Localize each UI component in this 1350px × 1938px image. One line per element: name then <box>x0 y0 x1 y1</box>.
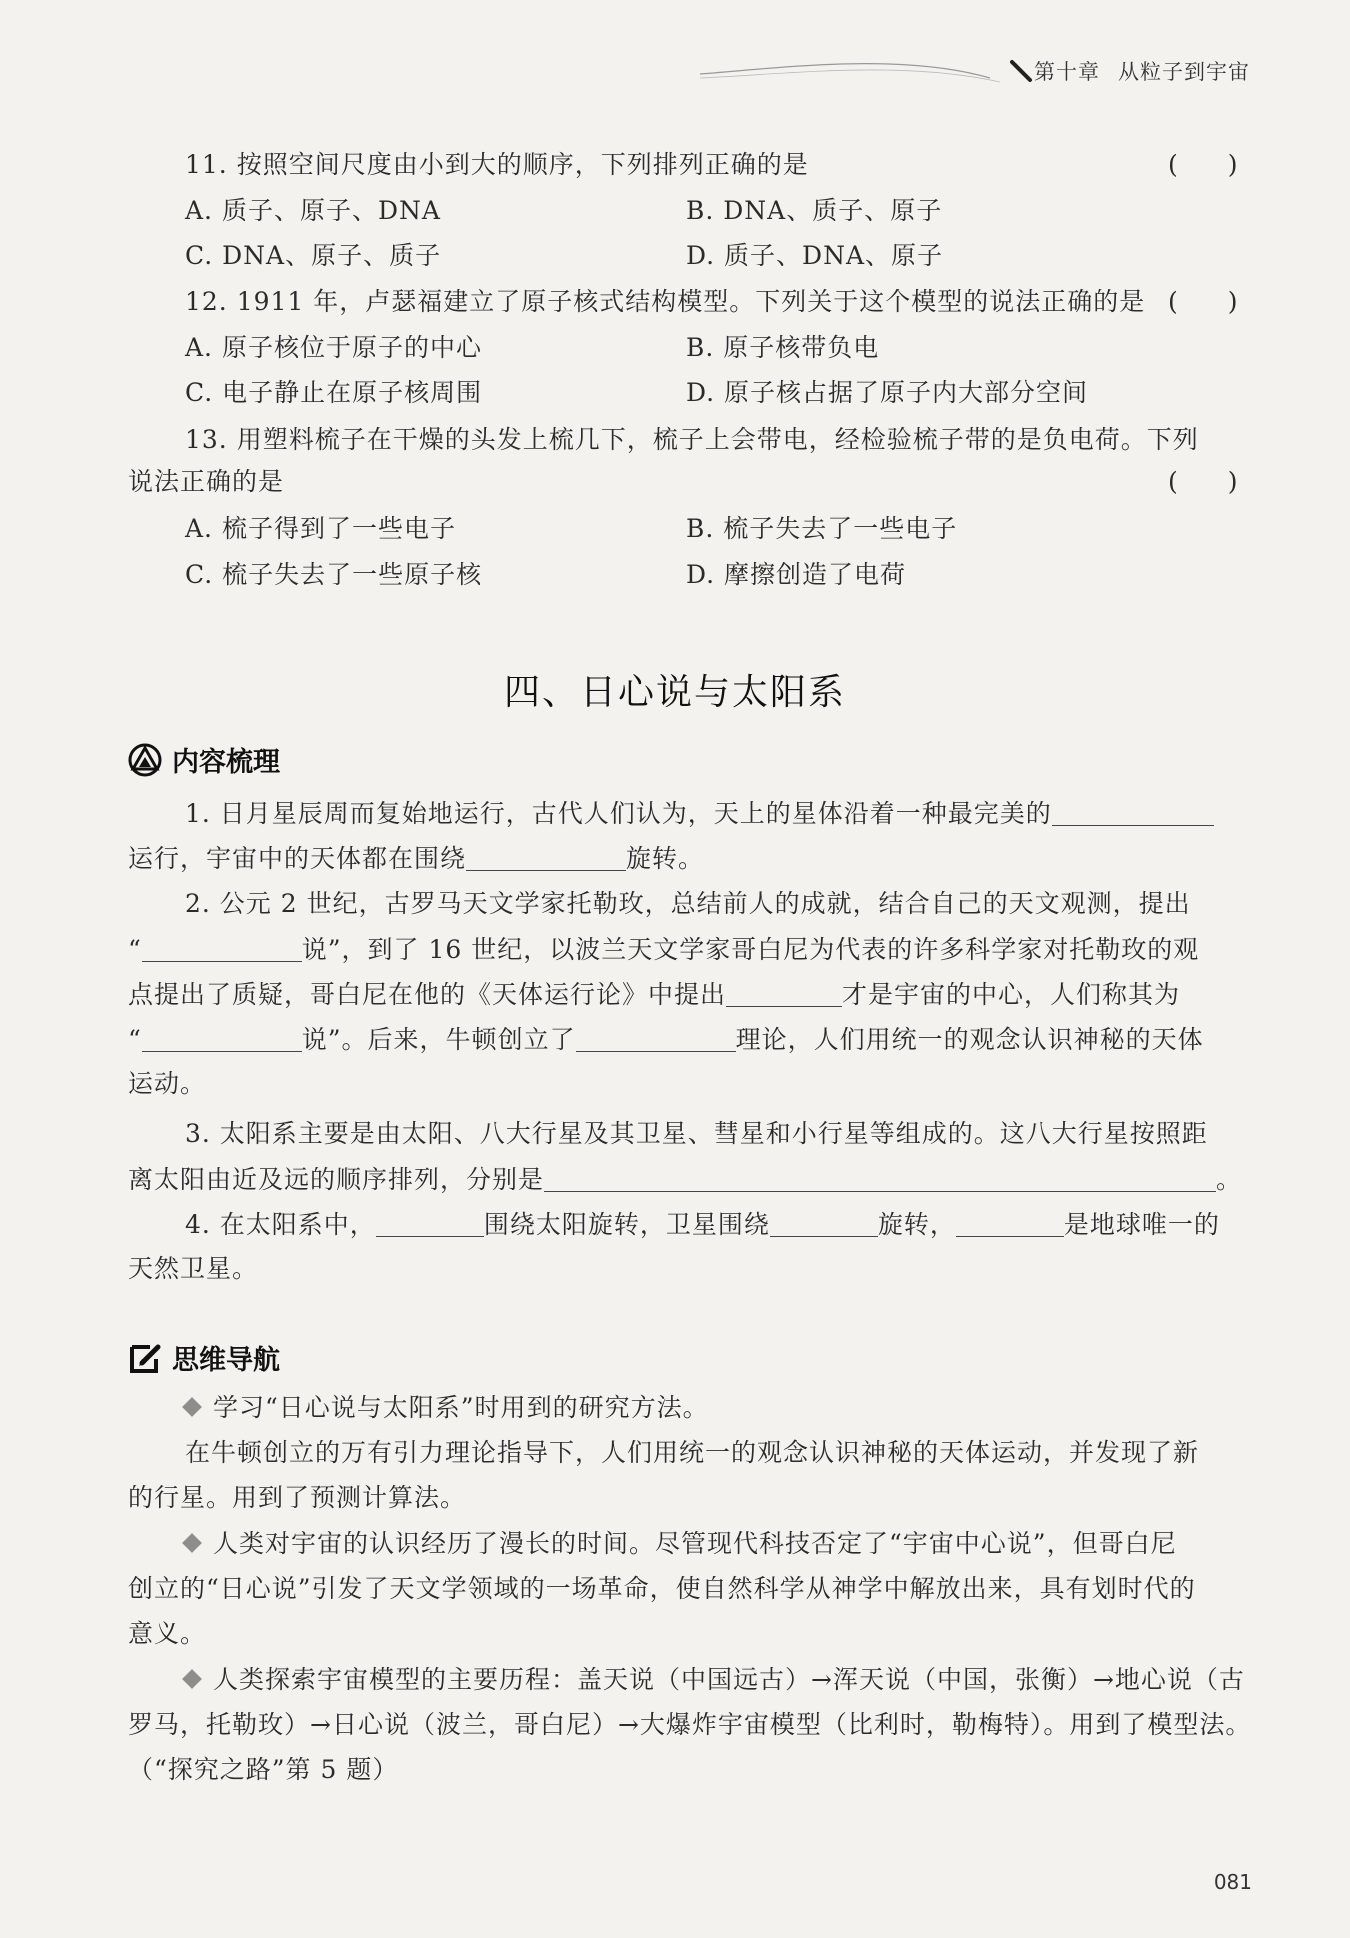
fill-blank[interactable] <box>142 1021 302 1052</box>
option-13-d: D. 摩擦创造了电荷 <box>686 560 907 589</box>
option-13-a: A. 梳子得到了一些电子 <box>185 514 456 543</box>
option-12-d: D. 原子核占据了原子内大部分空间 <box>686 378 1089 407</box>
review-p1-line1: 1. 日月星辰周而复始地运行，古代人们认为，天上的星体沿着一种最完美的 <box>185 795 1214 832</box>
answer-paren-13: ( ) <box>1168 467 1238 496</box>
question-11-stem: 11. 按照空间尺度由小到大的顺序，下列排列正确的是 <box>185 150 809 179</box>
thinking-bullet-2: 人类对宇宙的认识经历了漫长的时间。尽管现代科技否定了“宇宙中心说”，但哥白尼 <box>185 1526 1177 1562</box>
chapter-number: 第十章 <box>1034 60 1100 84</box>
option-12-b: B. 原子核带负电 <box>686 333 880 362</box>
answer-paren-12: ( ) <box>1168 287 1238 316</box>
review-p2-line5: 运动。 <box>128 1069 207 1098</box>
fill-blank[interactable] <box>466 840 626 871</box>
content-review-heading <box>128 740 280 779</box>
fill-blank[interactable] <box>956 1206 1064 1237</box>
review-p1-line2: 运行，宇宙中的天体都在围绕 旋转。 <box>128 840 704 877</box>
review-p2-line4: “ 说”。后来，牛顿创立了 理论，人们用统一的观念认识神秘的天体 <box>128 1021 1204 1058</box>
thinking-b2-text-3: 意义。 <box>128 1619 207 1648</box>
review-p4-line2: 天然卫星。 <box>128 1254 259 1283</box>
fill-blank[interactable] <box>1052 795 1214 826</box>
thinking-b3-text-2: 罗马，托勒玫）→日心说（波兰，哥白尼）→大爆炸宇宙模型（比利时，勒梅特）。用到了模型法。 <box>128 1710 1252 1739</box>
review-p2-line1: 2. 公元 2 世纪，古罗马天文学家托勒玫，总结前人的成就，结合自己的天文观测，提出 <box>185 889 1191 918</box>
option-11-a: A. 质子、原子、DNA <box>185 196 441 225</box>
review-p2-line3: 点提出了质疑，哥白尼在他的《天体运行论》中提出 才是宇宙的中心，人们称其为 <box>128 976 1180 1013</box>
review-p3-line2: 离太阳由近及远的顺序排列，分别是 。 <box>128 1161 1242 1198</box>
pencil-square-icon <box>128 1341 162 1375</box>
thinking-heading <box>128 1338 280 1377</box>
fill-blank[interactable] <box>576 1021 736 1052</box>
review-p2-line2: “ 说”，到了 16 世纪，以波兰天文学家哥白尼为代表的许多科学家对托勒玫的观 <box>128 931 1199 968</box>
fill-blank[interactable] <box>544 1161 1216 1192</box>
question-12-stem: 12. 1911 年，卢瑟福建立了原子核式结构模型。下列关于这个模型的说法正确的是 <box>185 287 1146 316</box>
option-11-d: D. 质子、DNA、原子 <box>686 241 944 270</box>
option-12-c: C. 电子静止在原子核周围 <box>185 378 483 407</box>
answer-paren-11: ( ) <box>1168 150 1238 179</box>
review-p4-line1: 4. 在太阳系中， 围绕太阳旋转，卫星围绕 旋转， 是地球唯一的 <box>185 1206 1220 1243</box>
diamond-bullet-icon <box>182 1533 202 1553</box>
thinking-b1-text-1: 在牛顿创立的万有引力理论指导下，人们用统一的观念认识神秘的天体运动，并发现了新 <box>185 1438 1200 1467</box>
thinking-b1-text-2: 的行星。用到了预测计算法。 <box>128 1483 467 1512</box>
fill-blank[interactable] <box>142 931 302 962</box>
option-13-b: B. 梳子失去了一些电子 <box>686 514 958 543</box>
header-curve-decoration <box>700 38 1040 98</box>
running-header <box>1016 56 1250 86</box>
thinking-label: 思维导航 <box>172 1345 280 1376</box>
review-p3-line1: 3. 太阳系主要是由太阳、八大行星及其卫星、彗星和小行星等组成的。这八大行星按照距 <box>185 1119 1208 1148</box>
fill-blank[interactable] <box>770 1206 878 1237</box>
thinking-bullet-3: 人类探索宇宙模型的主要历程：盖天说（中国远古）→浑天说（中国，张衡）→地心说（古 <box>185 1662 1245 1698</box>
option-11-b: B. DNA、质子、原子 <box>686 196 943 225</box>
option-13-c: C. 梳子失去了一些原子核 <box>185 560 483 589</box>
fill-blank[interactable] <box>726 976 842 1007</box>
chapter-title: 从粒子到宇宙 <box>1118 60 1250 84</box>
option-12-a: A. 原子核位于原子的中心 <box>185 333 482 362</box>
question-13-stem-cont: 说法正确的是 <box>128 467 285 496</box>
thinking-b3-text-3: （“探究之路”第 5 题） <box>128 1755 399 1784</box>
question-13-stem: 13. 用塑料梳子在干燥的头发上梳几下，梳子上会带电，经检验梳子带的是负电荷。下列 <box>185 425 1199 454</box>
diamond-bullet-icon <box>182 1397 202 1417</box>
diamond-bullet-icon <box>182 1669 202 1689</box>
section-title: 四、日心说与太阳系 <box>503 672 846 713</box>
content-review-label: 内容梳理 <box>172 747 280 778</box>
option-11-c: C. DNA、原子、质子 <box>185 241 442 270</box>
triangle-circle-icon <box>128 743 162 777</box>
fill-blank[interactable] <box>376 1206 484 1237</box>
thinking-bullet-1: 学习“日心说与太阳系”时用到的研究方法。 <box>185 1390 709 1426</box>
thinking-b2-text-2: 创立的“日心说”引发了天文学领域的一场革命，使自然科学从神学中解放出来，具有划时代的 <box>128 1574 1196 1603</box>
page-number: 081 <box>1213 1870 1252 1894</box>
